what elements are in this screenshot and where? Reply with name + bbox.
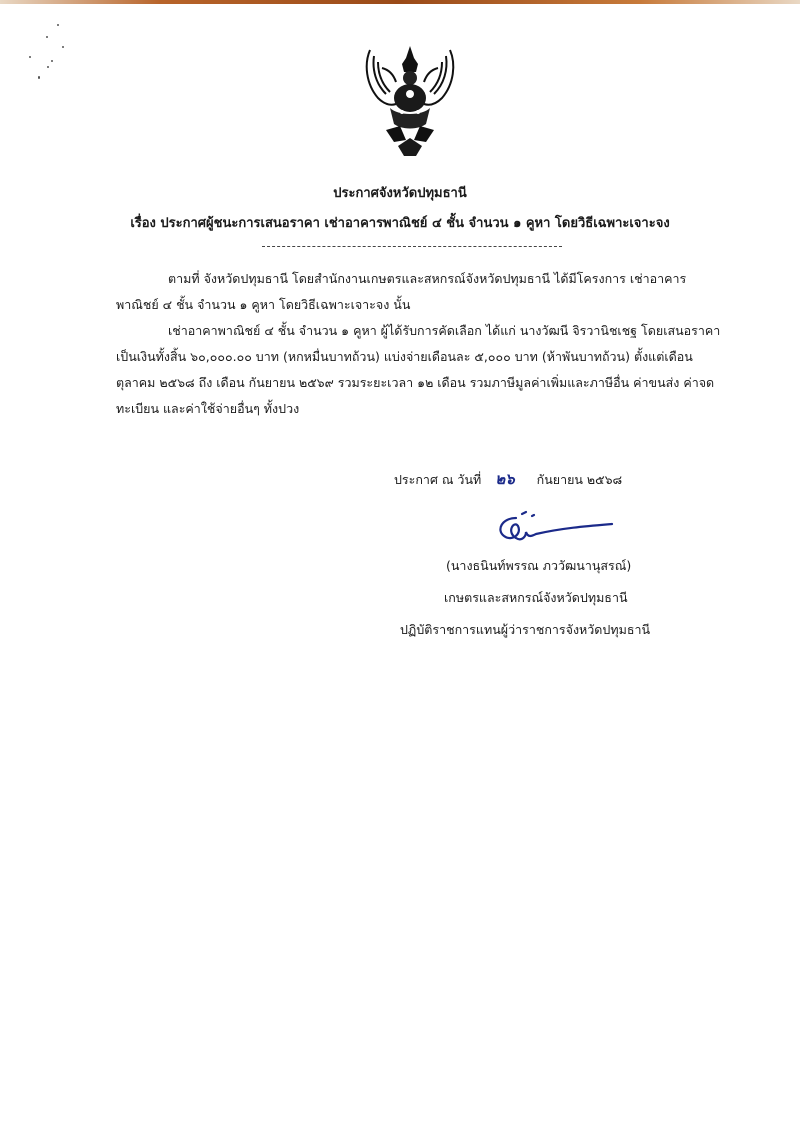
paragraph-line: เช่าอาคาพาณิชย์ ๔ ชั้น จำนวน ๑ คูหา ผู้ได้รับการคัดเลือก ได้แก่ นางวัฒนี จิรวานิชเชฐ โดยเสนอราคา — [168, 323, 721, 338]
scan-specks — [25, 20, 70, 85]
paragraph-line: เป็นเงินทั้งสิ้น ๖๐,๐๐๐.๐๐ บาท (หกหมื่นบาทถ้วน) แบ่งจ่ายเดือนละ ๕,๐๐๐ บาท (ห้าพันบาทถ้วน) ตั้งแต่เดือน — [116, 349, 693, 364]
paragraph-line: ตามที่ จังหวัดปทุมธานี โดยสำนักงานเกษตรและสหกรณ์จังหวัดปทุมธานี ได้มีโครงการ เช่าอาคาร — [168, 271, 687, 286]
date-month-year: กันยายน ๒๕๖๘ — [536, 472, 623, 487]
announcement-date — [394, 466, 622, 493]
signatory-name: (นางธนินท์พรรณ ภววัฒนานุสรณ์) — [446, 558, 632, 573]
header-divider — [262, 246, 562, 247]
signature-icon — [492, 508, 614, 548]
paragraph-line: พาณิชย์ ๔ ชั้น จำนวน ๑ คูหา โดยวิธีเฉพาะเจาะจง นั้น — [116, 297, 411, 312]
signatory-acting-for: ปฏิบัติราชการแทนผู้ว่าราชการจังหวัดปทุมธานี — [400, 622, 651, 637]
paragraph-line: ทะเบียน และค่าใช้จ่ายอื่นๆ ทั้งปวง — [116, 401, 300, 416]
date-prefix: ประกาศ ณ วันที่ — [394, 472, 482, 487]
document-title: ประกาศจังหวัดปทุมธานี — [333, 186, 467, 201]
document-subject: เรื่อง ประกาศผู้ชนะการเสนอราคา เช่าอาคารพาณิชย์ ๔ ชั้น จำนวน ๑ คูหา โดยวิธีเฉพาะเจาะจง — [130, 216, 670, 231]
handwritten-day: ๒๖ — [495, 470, 515, 488]
garuda-emblem-icon — [360, 42, 460, 160]
scan-page-edge — [0, 0, 800, 4]
signatory-position: เกษตรและสหกรณ์จังหวัดปทุมธานี — [444, 590, 628, 605]
paragraph-line: ตุลาคม ๒๕๖๘ ถึง เดือน กันยายน ๒๕๖๙ รวมระยะเวลา ๑๒ เดือน รวมภาษีมูลค่าเพิ่มและภาษีอื่น ค่าขนส่ง ค่าจด — [116, 375, 715, 390]
